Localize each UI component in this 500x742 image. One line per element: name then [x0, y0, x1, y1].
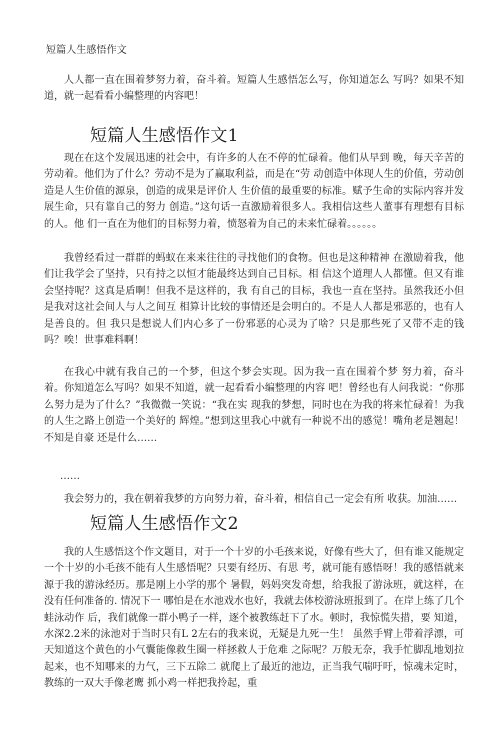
section-1-paragraph-2: 我曾经看过一群群的蚂蚁在来来往往的寻找他们的食物。但也是这种精神 在激励着我，他们让我学会了坚持，只有持之以恒才能最终达到自己目标。相 信这个道理人人都懂。但又有谁会坚持呢？这真是盾啊！但我不是这样的，我 有自己的目标，我也一直在坚持。虽然我还小但是我对这社会间人与人之间互 相算计比较的事情还是会明白的。不是人人都是邪恶的，也有人是善良的。但 我只是想说人们内心多了一份邪恶的心灵为了啥？只是那些死了又带不走的钱 吗？唉！世事难料啊！ — [44, 253, 464, 347]
document-header-title: 短篇人生感悟作文 — [46, 45, 127, 56]
section-1-paragraph-4: 我会努力的，我在朝着我梦的方向努力着，奋斗着，相信自己一定会有所 收获。加油…… — [64, 494, 458, 505]
section-1-ellipsis: …… — [60, 471, 80, 482]
section-2-paragraph-1: 我的人生感悟这个作文题目，对于一个十岁的小毛孩来说，好像有些大了，但有谁又能规定一个十岁的小毛孩不能有人生感悟呢？只要有经历、有思 考，就可能有感悟呀！我的感悟就来源于我的游泳经历。那是刚上小学的那个 暑假，妈妈突发奇想，给我报了游泳班，就这样，在没有任何准备的. 情况下一 哪怕是在水池戏水也好，我就去体校游泳班报到了。在岸上练了几个蛙泳动作 后，我们就像一群小鸭子一样，逐个被教练赶下了水。顿时，我惊慌失措，要 知道，水深2.2米的泳池对于当时只有L 2左右的我来说，无疑是九死一生！ 虽然手臂上带着浮漂，可天知道这个黄色的小气囊能像救生圈一样拯救人于危难 之际呢？万般无奈，我手忙脚乱地划拉起来，也不知哪来的力气，三下五除二 就爬上了最近的池边，正当我气喘吁吁，惊魂未定时，教练的一双大手像老鹰 抓小鸡一样把我拎起，重 — [44, 547, 464, 690]
intro-paragraph: 人人都一直在围着梦努力着，奋斗着。短篇人生感悟怎么写，你知道怎么 写吗？如果不知道，就一起看看小编整理的内容吧！ — [44, 75, 464, 103]
section-heading-1: 短篇人生感悟作文1 — [90, 126, 239, 146]
section-1-paragraph-3: 在我心中就有我自己的一个梦，但这个梦会实现。因为我一直在围着个梦 努力着，奋斗着。你知道怎么写吗？如果不知道，就一起看看小编整理的内容 吧！曾经也有人问我说：“你那么努力是为了什么？”我微微一笑说：“我在实 现我的梦想，同时也在为我的将来忙碌着！为我的人生之路上创造一个美好的 辉煌。”想到这里我心中就有一种说不出的感觉！嘴角老是翘起！不知是自豪 还是什么…… — [44, 367, 464, 444]
section-heading-2: 短篇人生感悟作文2 — [90, 514, 239, 534]
section-1-paragraph-1: 现在在这个发展迅速的社会中，有许多的人在不停的忙碌着。他们从早到 晚，每天辛苦的劳动着。他们为了什么？劳动不是为了赢取利益，而是在“劳 动创造中体现人生的价值，劳动创造是人生价值的源泉，创造的成果是评价人 生价值的最重要的标准。赋予生命的实际内容并发展生命，只有靠自己的努力 创造。”这句话一直激励着很多人。我相信这些人董事有理想有目标的人。他 们一直在为他们的目标努力着，愤怒着为自己的未来忙碌着。。。。。。 — [44, 153, 464, 230]
